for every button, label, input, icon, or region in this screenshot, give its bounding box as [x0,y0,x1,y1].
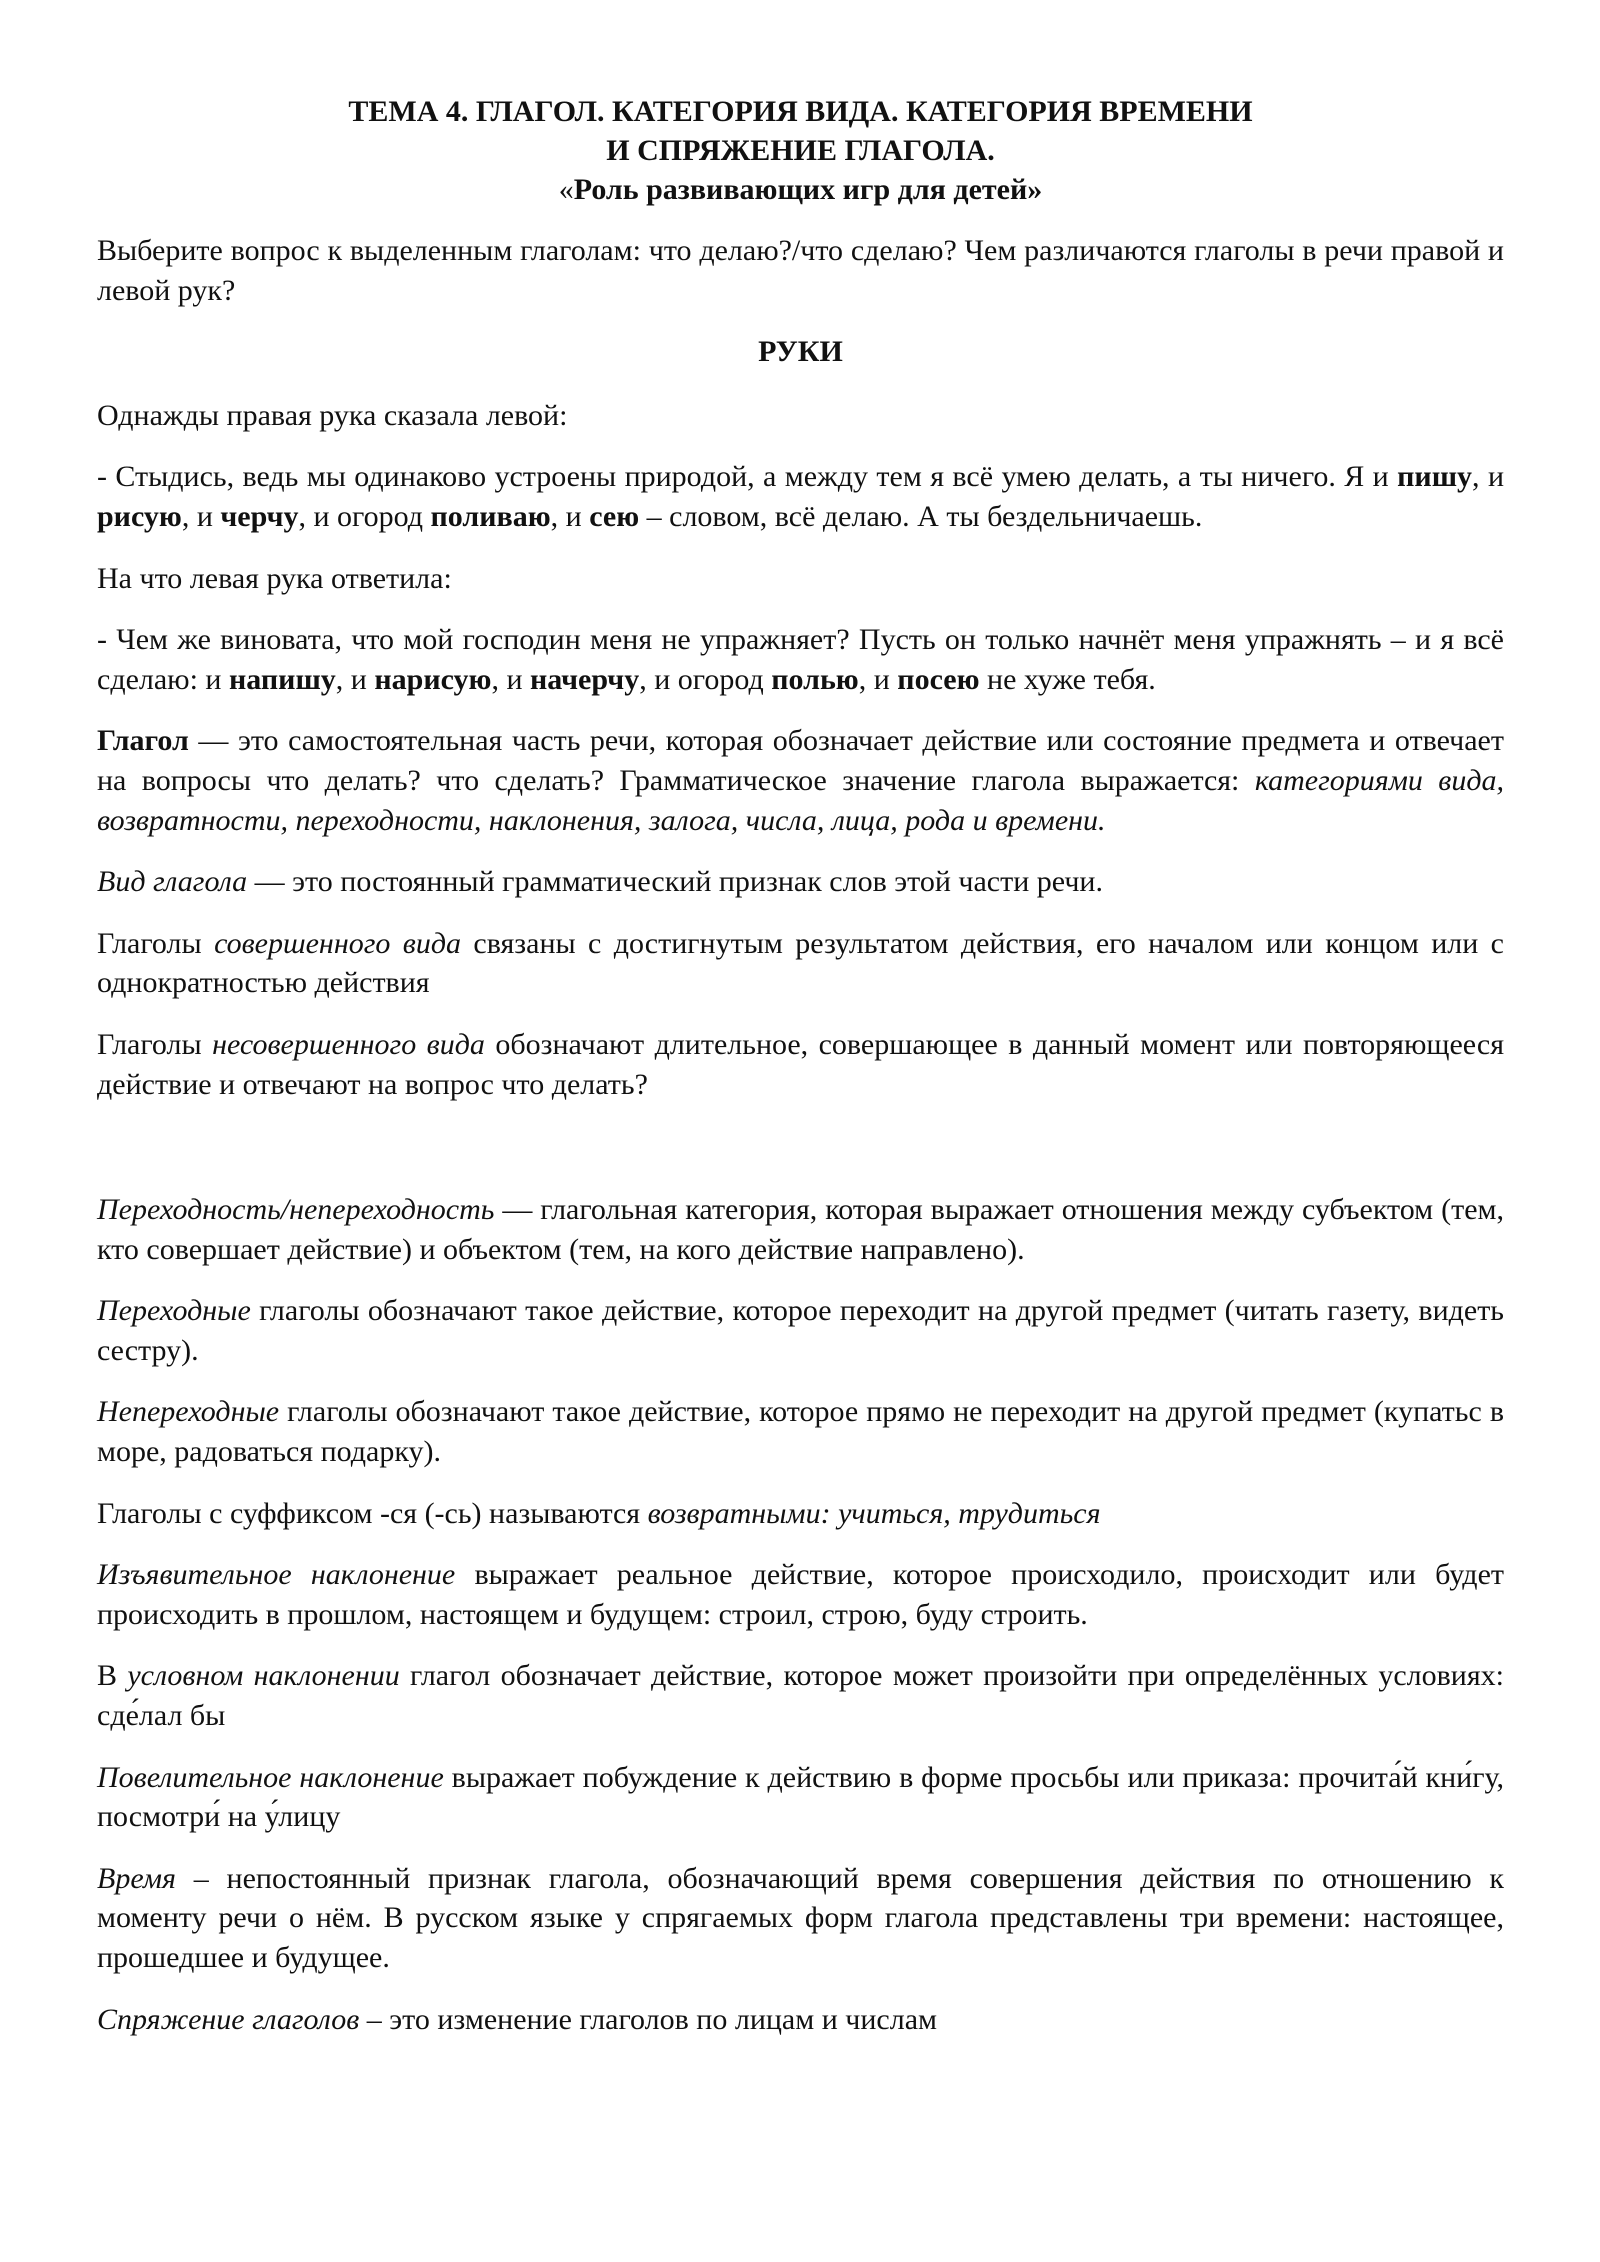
definition-text: – непостоянный признак глагола, обозначающий время совершения действия по отношению к моменту речи о нём. В русском языке у спрягаемых форм глагола представлены три времени: настоящее, прошедшее и будущее. [97,1861,1504,1974]
story-text: не хуже тебя. [979,662,1156,696]
term: Повелительное наклонение [97,1760,444,1794]
term: Изъявительное наклонение [97,1558,456,1592]
story-text: , и [1472,460,1504,494]
definition-text: выражает побуждение к действию в форме просьбы или приказа: прочита́й кни́гу, посмотри́ на у́лицу [97,1760,1504,1834]
definition-text: связаны с достигнутым результатом действия, его началом или концом или с однократностью действия [97,926,1504,1000]
term: Спряжение глаголов [97,2002,360,2036]
definition-text: В [97,1659,128,1693]
story-text: , и [335,662,375,696]
definition-text: Глаголы [97,926,215,960]
highlighted-verb: нарисую [374,662,492,696]
story-text: , и [491,662,531,696]
tense-definition [97,1859,1504,1978]
definition-text: – это изменение глаголов по лицам и числам [359,2002,938,2036]
transitive-definition [97,1291,1504,1370]
reflexive-definition [97,1494,1504,1534]
highlighted-verb: сею [589,499,640,533]
story-paragraph-3: На что левая рука ответила: [97,561,452,595]
story-text: , и [550,499,590,533]
task-paragraph: Выберите вопрос к выделенным глаголам: что делаю?/что сделаю? Чем различаются глаголы в речи правой и левой рук? [97,234,1504,307]
term: Глагол [97,724,189,758]
highlighted-verb: рисую [97,499,182,533]
definition-text: Глаголы с суффиксом -ся (-сь) называются [97,1496,648,1530]
title-line-1: ТЕМА 4. ГЛАГОЛ. КАТЕГОРИЯ ВИДА. КАТЕГОРИЯ ВРЕМЕНИ [348,95,1253,128]
indicative-definition [97,1555,1504,1634]
story-text: , и [858,662,898,696]
page-title [97,92,1504,209]
term: несовершенного вида [212,1027,485,1061]
imperfective-definition [97,1025,1504,1104]
term: Переходные [97,1294,251,1328]
highlighted-verb: черчу [220,499,299,533]
story-text: – словом, всё делаю. А ты бездельничаешь. [639,499,1203,533]
story-paragraph-1: Однажды правая рука сказала левой: [97,398,568,432]
definition-text: обозначают длительное, совершающее в данный момент или повторяющееся действие и отвечают на вопрос что делать? [97,1027,1504,1101]
highlighted-verb: поливаю [430,499,551,533]
subtitle [97,170,1504,209]
subtitle-text: Роль развивающих игр для детей» [573,173,1043,206]
definition-text: выражает реальное действие, которое происходило, происходит или будет происходить в прошлом, настоящем и будущем: строил, строю, буду строить. [97,1558,1504,1631]
conditional-definition [97,1656,1504,1735]
definition-text: глаголы обозначают такое действие, которое переходит на другой предмет (читать газету, видеть сестру). [97,1294,1504,1367]
term: Время [97,1861,176,1895]
definition-text: Глаголы [97,1027,213,1061]
perfective-definition [97,924,1504,1003]
term: Переходность/непереходность [97,1193,495,1227]
story-paragraph-4 [97,620,1504,699]
definition-italic: возвратными: учиться, трудиться [647,1496,1101,1530]
definition-text: глаголы обозначают такое действие, которое прямо не переходит на другой предмет (купатьс в море, радоваться подарку). [97,1395,1504,1469]
transitivity-definition [97,1190,1504,1269]
verb-definition [97,721,1504,840]
story-text: , и огород [639,662,772,696]
term: условном наклонении [127,1659,400,1693]
intransitive-definition [97,1392,1504,1471]
title-line-2: И СПРЯЖЕНИЕ ГЛАГОЛА. [606,134,995,167]
story-text: - Чем же виновата, что мой господин меня не упражняет? Пусть он только начнёт меня упражнять – и я всё сделаю: и [97,623,1504,696]
imperative-definition [97,1758,1504,1837]
term: Вид глагола [97,865,248,899]
definition-text: — это самостоятельная часть речи, которая обозначает действие или состояние предмета и отвечает на вопросы что делать? что сделать? Грамматическое значение глагола выражается: [97,724,1504,797]
definition-text: — глагольная категория, которая выражает отношения между субъектом (тем, кто совершает действие) и объектом (тем, на кого действие направлено). [97,1193,1504,1266]
story-text: , и огород [298,499,431,533]
highlighted-verb: пишу [1397,460,1473,494]
highlighted-verb: посею [897,662,980,696]
definition-text: глагол обозначает действие, которое может произойти при определённых условиях: сде́лал бы [97,1659,1504,1733]
conjugation-definition [97,2000,1504,2040]
term: Непереходные [97,1395,280,1429]
highlighted-verb: начерчу [530,662,640,696]
story-heading: РУКИ [758,335,843,369]
subtitle-open-quote: « [558,173,574,206]
story-text: , и [181,499,221,533]
aspect-definition [97,862,1504,902]
highlighted-verb: полью [771,662,859,696]
term: совершенного вида [214,926,461,960]
story-paragraph-2 [97,457,1504,536]
highlighted-verb: напишу [228,662,336,696]
definition-text: — это постоянный грамматический признак слов этой части речи. [247,865,1103,899]
definition-italic: категориями вида, возвратности, переходности, наклонения, залога, числа, лица, рода и времени. [97,763,1505,837]
story-text: - Стыдись, ведь мы одинаково устроены природой, а между тем я всё умею делать, а ты ничего. Я и [97,460,1398,494]
